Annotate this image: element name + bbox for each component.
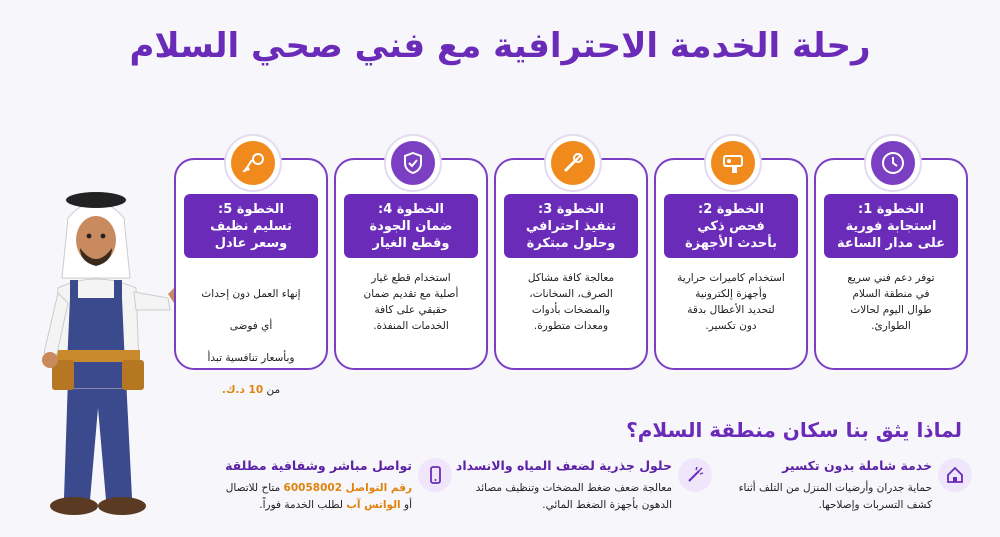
step-banner xyxy=(664,194,798,258)
feature-description: حماية جدران وأرضيات المنزل من التلف أثناء كشف التسربات وإصلاحها. xyxy=(738,482,932,511)
step-description xyxy=(184,270,318,414)
steps-row xyxy=(174,158,984,396)
whatsapp-link[interactable]: الواتس آب xyxy=(346,499,401,511)
contact-availability: متاح للاتصال xyxy=(225,482,284,494)
step-card-5 xyxy=(174,158,328,396)
step-label: الخطوة 3: xyxy=(538,201,604,217)
feature-description: معالجة ضعف ضغط المضخات وتنظيف مصائد الدهون بأجهزة الضغط المائي. xyxy=(475,482,672,511)
step-headline: تنفيذ احترافي وحلول مبتكرة xyxy=(525,218,617,251)
step-headline: ضمان الجودة وقطع الغيار xyxy=(369,218,453,251)
step-description-line: إنهاء العمل دون إحداث xyxy=(201,288,301,300)
feature-no-demolition xyxy=(712,454,972,526)
step-banner xyxy=(504,194,638,258)
shield-check-icon xyxy=(391,141,435,185)
feature-title: حلول جذرية لضعف المياه والانسداد xyxy=(455,458,672,473)
feature-water-solutions xyxy=(452,454,712,526)
step-card-1 xyxy=(814,158,968,370)
feature-description xyxy=(192,480,412,514)
step-description-line: وبأسعار تنافسية تبدأ xyxy=(207,352,295,364)
step-description: معالجة كافة مشاكل الصرف، السخانات، والمضخات بأدوات ومعدات متطورة. xyxy=(527,272,615,332)
broom-coin-icon xyxy=(231,141,275,185)
clock-icon xyxy=(871,141,915,185)
thermal-camera-icon xyxy=(711,141,755,185)
page-title: رحلة الخدمة الاحترافية مع فني صحي السلام xyxy=(129,26,871,66)
step-card-2 xyxy=(654,158,808,370)
tools-icon xyxy=(551,141,595,185)
step-banner xyxy=(184,194,318,258)
step-headline: تسليم نظيف وسعر عادل xyxy=(210,218,292,251)
contact-cta: لطلب الخدمة فوراً. xyxy=(259,499,347,511)
step-label: الخطوة 1: xyxy=(858,201,924,217)
step-card-3 xyxy=(494,158,648,370)
step-icon-wrapper xyxy=(704,134,762,192)
step-label: الخطوة 4: xyxy=(378,201,444,217)
step-label: الخطوة 2: xyxy=(698,201,764,217)
step-icon-wrapper xyxy=(384,134,442,192)
why-us-heading: لماذا يثق بنا سكان منطقة السلام؟ xyxy=(626,418,962,442)
step-description: استخدام قطع غيار أصلية مع تقديم ضمان حقيقي على كافة الخدمات المنفذة. xyxy=(363,272,459,332)
feature-direct-contact xyxy=(192,454,452,526)
water-jet-icon xyxy=(678,458,712,492)
step-banner xyxy=(824,194,958,258)
step-headline: استجابة فورية على مدار الساعة xyxy=(836,218,946,251)
step-description: توفر دعم فني سريع في منطقة السلام طوال اليوم لحالات الطوارئ. xyxy=(847,272,935,332)
contact-number-link[interactable]: رقم التواصل 60058002 xyxy=(283,482,412,494)
phone-chat-icon xyxy=(418,458,452,492)
starting-price: 10 د.ك. xyxy=(221,384,264,396)
step-icon-wrapper xyxy=(224,134,282,192)
plumber-technician-illustration xyxy=(18,178,188,523)
feature-title: تواصل مباشر وشفافية مطلقة xyxy=(225,458,412,473)
feature-title: خدمة شاملة بدون تكسير xyxy=(782,458,932,473)
step-label: الخطوة 5: xyxy=(218,201,284,217)
step-icon-wrapper xyxy=(864,134,922,192)
step-icon-wrapper xyxy=(544,134,602,192)
price-prefix: من xyxy=(263,384,281,396)
house-icon xyxy=(938,458,972,492)
step-card-4 xyxy=(334,158,488,370)
contact-or: أو xyxy=(400,499,412,511)
step-description: استخدام كاميرات حرارية وأجهزة إلكترونية لتحديد الأعطال بدقة دون تكسير. xyxy=(677,272,785,332)
step-headline: فحص ذكي بأحدث الأجهزة xyxy=(684,218,778,251)
step-description-line: أي فوضى xyxy=(229,320,273,332)
step-description-line xyxy=(184,382,318,398)
step-banner xyxy=(344,194,478,258)
